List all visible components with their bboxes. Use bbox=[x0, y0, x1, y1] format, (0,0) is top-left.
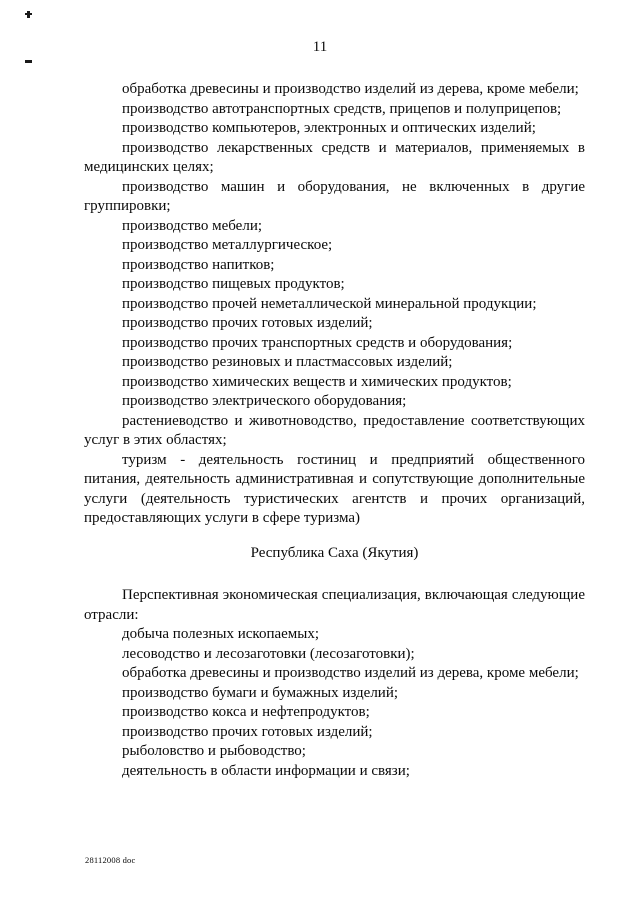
specialization-item: производство прочих готовых изделий; bbox=[122, 723, 373, 740]
specialization-item: производство кокса и нефтепродуктов; bbox=[122, 704, 370, 720]
specialization-item: производство прочей неметаллической минеральной продукции; bbox=[122, 295, 537, 312]
footer-filename: 28112008 doc bbox=[85, 855, 136, 865]
document-body bbox=[84, 80, 585, 781]
specialization-item: производство прочих транспортных средств и оборудования; bbox=[122, 334, 513, 351]
scan-artifact bbox=[27, 11, 30, 18]
specialization-item: производство прочих готовых изделий; bbox=[122, 315, 373, 331]
specialization-item: производство металлургическое; bbox=[122, 237, 333, 253]
scan-artifact bbox=[25, 60, 32, 63]
specialization-list-sakha bbox=[84, 625, 585, 781]
specialization-item: деятельность в области информации и связи; bbox=[122, 762, 410, 779]
specialization-list-continued bbox=[84, 80, 585, 529]
specialization-item: обработка древесины и производство изделий из дерева, кроме мебели; bbox=[122, 81, 579, 97]
specialization-item: производство пищевых продуктов; bbox=[122, 276, 345, 292]
page-number: 11 bbox=[312, 39, 328, 55]
specialization-item: добыча полезных ископаемых; bbox=[122, 626, 320, 642]
specialization-item: лесоводство и лесозаготовки (лесозаготовки); bbox=[122, 645, 415, 662]
specialization-item: производство компьютеров, электронных и оптических изделий; bbox=[122, 120, 536, 136]
specialization-item: производство мебели; bbox=[122, 217, 263, 234]
specialization-item: растениеводство и животноводство, предоставление соответствующих услуг в этих областях; bbox=[84, 412, 585, 448]
specialization-item: производство машин и оборудования, не включенных в другие группировки; bbox=[84, 178, 585, 214]
specialization-item: рыболовство и рыбоводство; bbox=[122, 743, 306, 759]
specialization-item: производство лекарственных средств и материалов, применяемых в медицинских целях; bbox=[84, 139, 585, 175]
specialization-item: производство электрического оборудования; bbox=[122, 393, 407, 409]
specialization-item: производство резиновых и пластмассовых изделий; bbox=[122, 354, 453, 370]
specialization-item: производство автотранспортных средств, прицепов и полуприцепов; bbox=[122, 100, 562, 117]
specialization-item: туризм - деятельность гостиниц и предприятий общественного питания, деятельность административная и сопутствующие дополнительные услуги (деятельность туристических агентств и прочих организаций, предоставляющих услуги в сфере туризма) bbox=[84, 451, 585, 526]
section-intro: Перспективная экономическая специализация, включающая следующие отрасли: bbox=[84, 587, 585, 623]
specialization-item: производство химических веществ и химических продуктов; bbox=[122, 373, 512, 390]
specialization-item: производство бумаги и бумажных изделий; bbox=[122, 684, 399, 701]
specialization-item: обработка древесины и производство изделий из дерева, кроме мебели; bbox=[122, 665, 579, 681]
region-heading: Республика Саха (Якутия) bbox=[250, 544, 419, 561]
specialization-item: производство напитков; bbox=[122, 256, 275, 273]
